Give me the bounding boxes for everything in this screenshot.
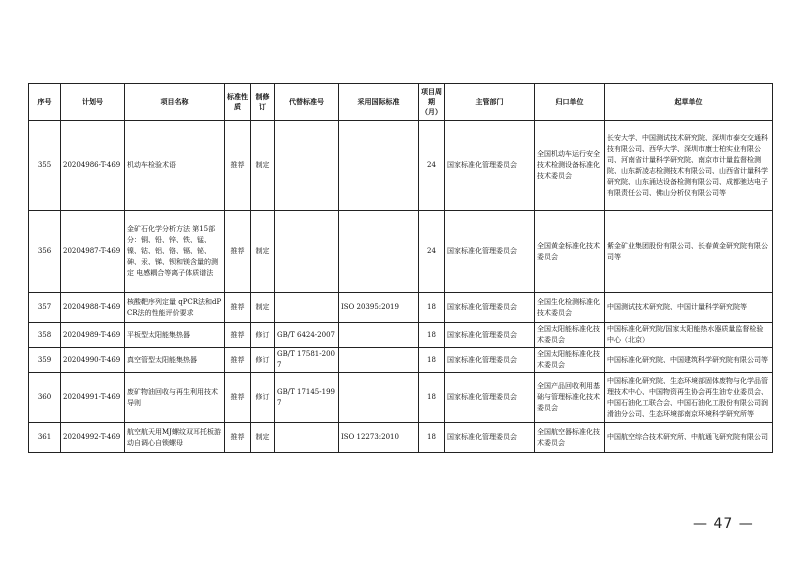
row-international-standard bbox=[339, 348, 419, 373]
row-department: 国家标准化管理委员会 bbox=[445, 348, 535, 373]
header-plan-number: 计划号 bbox=[61, 84, 125, 121]
row-department: 国家标准化管理委员会 bbox=[445, 121, 535, 211]
row-period: 18 bbox=[419, 293, 445, 323]
table-row bbox=[29, 373, 773, 423]
row-period: 24 bbox=[419, 121, 445, 211]
row-project-name: 核酸靶序列定量 qPCR法和dPCR法的性能评价要求 bbox=[125, 293, 225, 323]
row-project-name: 航空航天用MJ螺纹双耳托板游动自调心自锁螺母 bbox=[125, 423, 225, 453]
header-revision-type: 制修订 bbox=[251, 84, 275, 121]
row-drafting-units: 中国标准化研究院、生态环境部固体废物与化学品管理技术中心、中国物资再生协会再生油专业委员会、中国石油化工联合会、中国石油化工股份有限公司润滑油分公司、生态环境部南京环境科学研究所等 bbox=[605, 373, 773, 423]
row-period: 18 bbox=[419, 348, 445, 373]
row-replaced-standard bbox=[275, 121, 339, 211]
row-project-name: 真空管型太阳能集热器 bbox=[125, 348, 225, 373]
row-seq: 361 bbox=[29, 423, 61, 453]
row-responsible-unit: 全国航空器标准化技术委员会 bbox=[535, 423, 605, 453]
row-drafting-units: 长安大学、中国测试技术研究院、深圳市泰交交通科技有限公司、西华大学、深圳市康士柏实业有限公司、河南省计量科学研究院、南京市计量监督检测院、山东新凌志检测技术有限公司、山西省计量科学研究院、山东涌达设备检测有限公司、成都驰达电子有限责任公司、佛山分析仪有限公司等 bbox=[605, 121, 773, 211]
row-revision-type: 修订 bbox=[251, 373, 275, 423]
header-responsible-unit: 归口单位 bbox=[535, 84, 605, 121]
header-project-period: 项目周期（月） bbox=[419, 84, 445, 121]
header-seq: 序号 bbox=[29, 84, 61, 121]
row-plan-number: 20204990-T-469 bbox=[61, 348, 125, 373]
row-project-name: 废矿物油回收与再生利用技术导则 bbox=[125, 373, 225, 423]
row-plan-number: 20204992-T-469 bbox=[61, 423, 125, 453]
row-drafting-units: 中国标准化研究院/国家太阳能热水器质量监督检验中心（北京） bbox=[605, 323, 773, 348]
header-international-standard: 采用国际标准 bbox=[339, 84, 419, 121]
row-seq: 357 bbox=[29, 293, 61, 323]
row-replaced-standard: GB/T 6424-2007 bbox=[275, 323, 339, 348]
row-international-standard bbox=[339, 121, 419, 211]
row-seq: 359 bbox=[29, 348, 61, 373]
row-seq: 355 bbox=[29, 121, 61, 211]
row-plan-number: 20204991-T-469 bbox=[61, 373, 125, 423]
row-responsible-unit: 全国产品回收利用基础与管理标准化技术委员会 bbox=[535, 373, 605, 423]
row-nature: 推荐 bbox=[225, 211, 251, 293]
row-project-name: 金矿石化学分析方法 第15部分：铜、铅、锌、铁、锰、镍、钴、铝、铬、镉、铋、砷、汞、锑、钡和镁含量的测定 电感耦合等离子体质谱法 bbox=[125, 211, 225, 293]
header-standard-nature: 标准性质 bbox=[225, 84, 251, 121]
table-row bbox=[29, 293, 773, 323]
standards-plan-table bbox=[28, 83, 773, 453]
row-nature: 推荐 bbox=[225, 423, 251, 453]
row-responsible-unit: 全国生化检测标准化技术委员会 bbox=[535, 293, 605, 323]
row-revision-type: 修订 bbox=[251, 323, 275, 348]
row-international-standard bbox=[339, 373, 419, 423]
row-plan-number: 20204986-T-469 bbox=[61, 121, 125, 211]
row-period: 18 bbox=[419, 323, 445, 348]
row-seq: 358 bbox=[29, 323, 61, 348]
row-plan-number: 20204988-T-469 bbox=[61, 293, 125, 323]
row-department: 国家标准化管理委员会 bbox=[445, 293, 535, 323]
row-revision-type: 制定 bbox=[251, 293, 275, 323]
row-department: 国家标准化管理委员会 bbox=[445, 211, 535, 293]
table-row bbox=[29, 323, 773, 348]
row-department: 国家标准化管理委员会 bbox=[445, 323, 535, 348]
row-international-standard: ISO 20395:2019 bbox=[339, 293, 419, 323]
row-nature: 推荐 bbox=[225, 121, 251, 211]
header-drafting-units: 起草单位 bbox=[605, 84, 773, 121]
row-plan-number: 20204989-T-469 bbox=[61, 323, 125, 348]
row-drafting-units: 中国航空综合技术研究所、中航通飞研究院有限公司 bbox=[605, 423, 773, 453]
row-replaced-standard: GB/T 17581-2007 bbox=[275, 348, 339, 373]
row-responsible-unit: 全国机动车运行安全技术检测设备标准化技术委员会 bbox=[535, 121, 605, 211]
row-international-standard bbox=[339, 211, 419, 293]
row-drafting-units: 中国标准化研究院、中国建筑科学研究院有限公司等 bbox=[605, 348, 773, 373]
row-seq: 360 bbox=[29, 373, 61, 423]
row-nature: 推荐 bbox=[225, 373, 251, 423]
row-period: 24 bbox=[419, 211, 445, 293]
row-revision-type: 制定 bbox=[251, 121, 275, 211]
row-revision-type: 制定 bbox=[251, 423, 275, 453]
row-period: 18 bbox=[419, 373, 445, 423]
row-international-standard bbox=[339, 323, 419, 348]
row-responsible-unit: 全国太阳能标准化技术委员会 bbox=[535, 348, 605, 373]
table-row bbox=[29, 211, 773, 293]
row-replaced-standard: GB/T 17145-1997 bbox=[275, 373, 339, 423]
table-header-row bbox=[29, 84, 773, 121]
row-drafting-units: 中国测试技术研究院、中国计量科学研究院等 bbox=[605, 293, 773, 323]
row-project-name: 平板型太阳能集热器 bbox=[125, 323, 225, 348]
row-replaced-standard bbox=[275, 211, 339, 293]
row-period: 18 bbox=[419, 423, 445, 453]
row-drafting-units: 紫金矿业集团股份有限公司、长春黄金研究院有限公司等 bbox=[605, 211, 773, 293]
row-replaced-standard bbox=[275, 423, 339, 453]
row-department: 国家标准化管理委员会 bbox=[445, 373, 535, 423]
table-row bbox=[29, 423, 773, 453]
row-seq: 356 bbox=[29, 211, 61, 293]
page-number: — 47 — bbox=[693, 516, 754, 532]
row-international-standard: ISO 12273:2010 bbox=[339, 423, 419, 453]
row-replaced-standard bbox=[275, 293, 339, 323]
row-revision-type: 修订 bbox=[251, 348, 275, 373]
row-responsible-unit: 全国黄金标准化技术委员会 bbox=[535, 211, 605, 293]
row-revision-type: 制定 bbox=[251, 211, 275, 293]
header-competent-department: 主管部门 bbox=[445, 84, 535, 121]
table-row bbox=[29, 348, 773, 373]
row-department: 国家标准化管理委员会 bbox=[445, 423, 535, 453]
header-project-name: 项目名称 bbox=[125, 84, 225, 121]
row-nature: 推荐 bbox=[225, 348, 251, 373]
table-row bbox=[29, 121, 773, 211]
header-replaced-standard: 代替标准号 bbox=[275, 84, 339, 121]
row-nature: 推荐 bbox=[225, 293, 251, 323]
row-project-name: 机动车检验术语 bbox=[125, 121, 225, 211]
row-plan-number: 20204987-T-469 bbox=[61, 211, 125, 293]
row-responsible-unit: 全国太阳能标准化技术委员会 bbox=[535, 323, 605, 348]
row-nature: 推荐 bbox=[225, 323, 251, 348]
